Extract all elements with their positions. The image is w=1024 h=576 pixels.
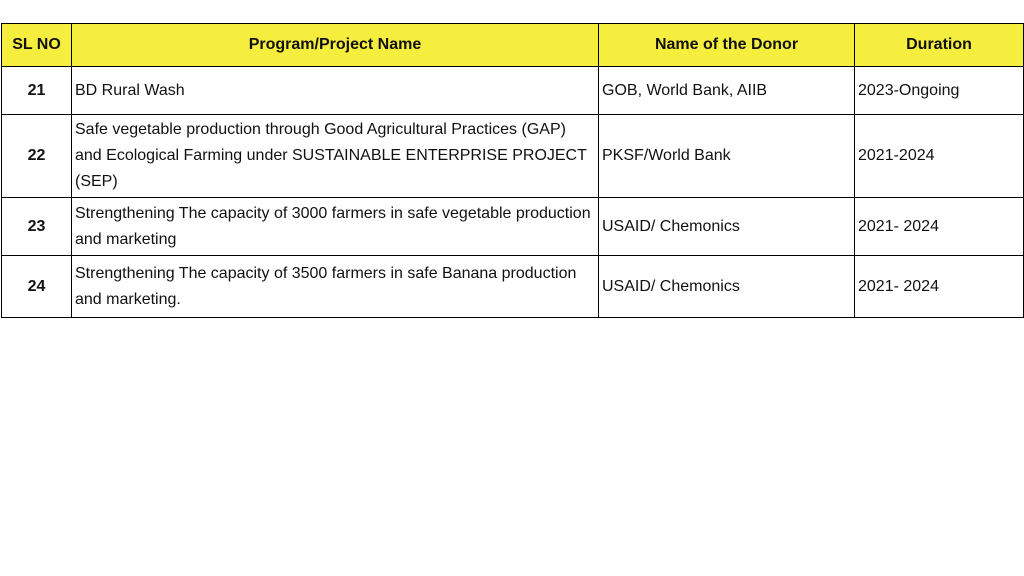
table-row: [2, 198, 1024, 256]
cell-donor: USAID/ Chemonics: [599, 256, 855, 318]
cell-donor: GOB, World Bank, AIIB: [599, 67, 855, 115]
cell-donor: USAID/ Chemonics: [599, 198, 855, 256]
cell-donor: PKSF/World Bank: [599, 115, 855, 198]
cell-duration: 2021- 2024: [855, 256, 1024, 318]
table-row: [2, 256, 1024, 318]
header-donor-name: Name of the Donor: [599, 24, 855, 67]
table-row: [2, 115, 1024, 198]
cell-sl-no: 23: [2, 198, 72, 256]
cell-sl-no: 21: [2, 67, 72, 115]
cell-project-name: BD Rural Wash: [72, 67, 599, 115]
table-row: [2, 67, 1024, 115]
projects-table: [1, 23, 1024, 318]
cell-duration: 2021- 2024: [855, 198, 1024, 256]
table-header: [2, 24, 1024, 67]
header-duration: Duration: [855, 24, 1024, 67]
header-row: [2, 24, 1024, 67]
header-project-name: Program/Project Name: [72, 24, 599, 67]
cell-project-name: Strengthening The capacity of 3500 farmers in safe Banana production and marketing.: [72, 256, 599, 318]
cell-sl-no: 24: [2, 256, 72, 318]
cell-project-name: Strengthening The capacity of 3000 farmers in safe vegetable production and marketing: [72, 198, 599, 256]
table-body: [2, 67, 1024, 318]
cell-sl-no: 22: [2, 115, 72, 198]
cell-duration: 2023-Ongoing: [855, 67, 1024, 115]
header-sl-no: SL NO: [2, 24, 72, 67]
cell-project-name: Safe vegetable production through Good Agricultural Practices (GAP) and Ecological Farming under SUSTAINABLE ENTERPRISE PROJECT (SEP): [72, 115, 599, 198]
cell-duration: 2021-2024: [855, 115, 1024, 198]
